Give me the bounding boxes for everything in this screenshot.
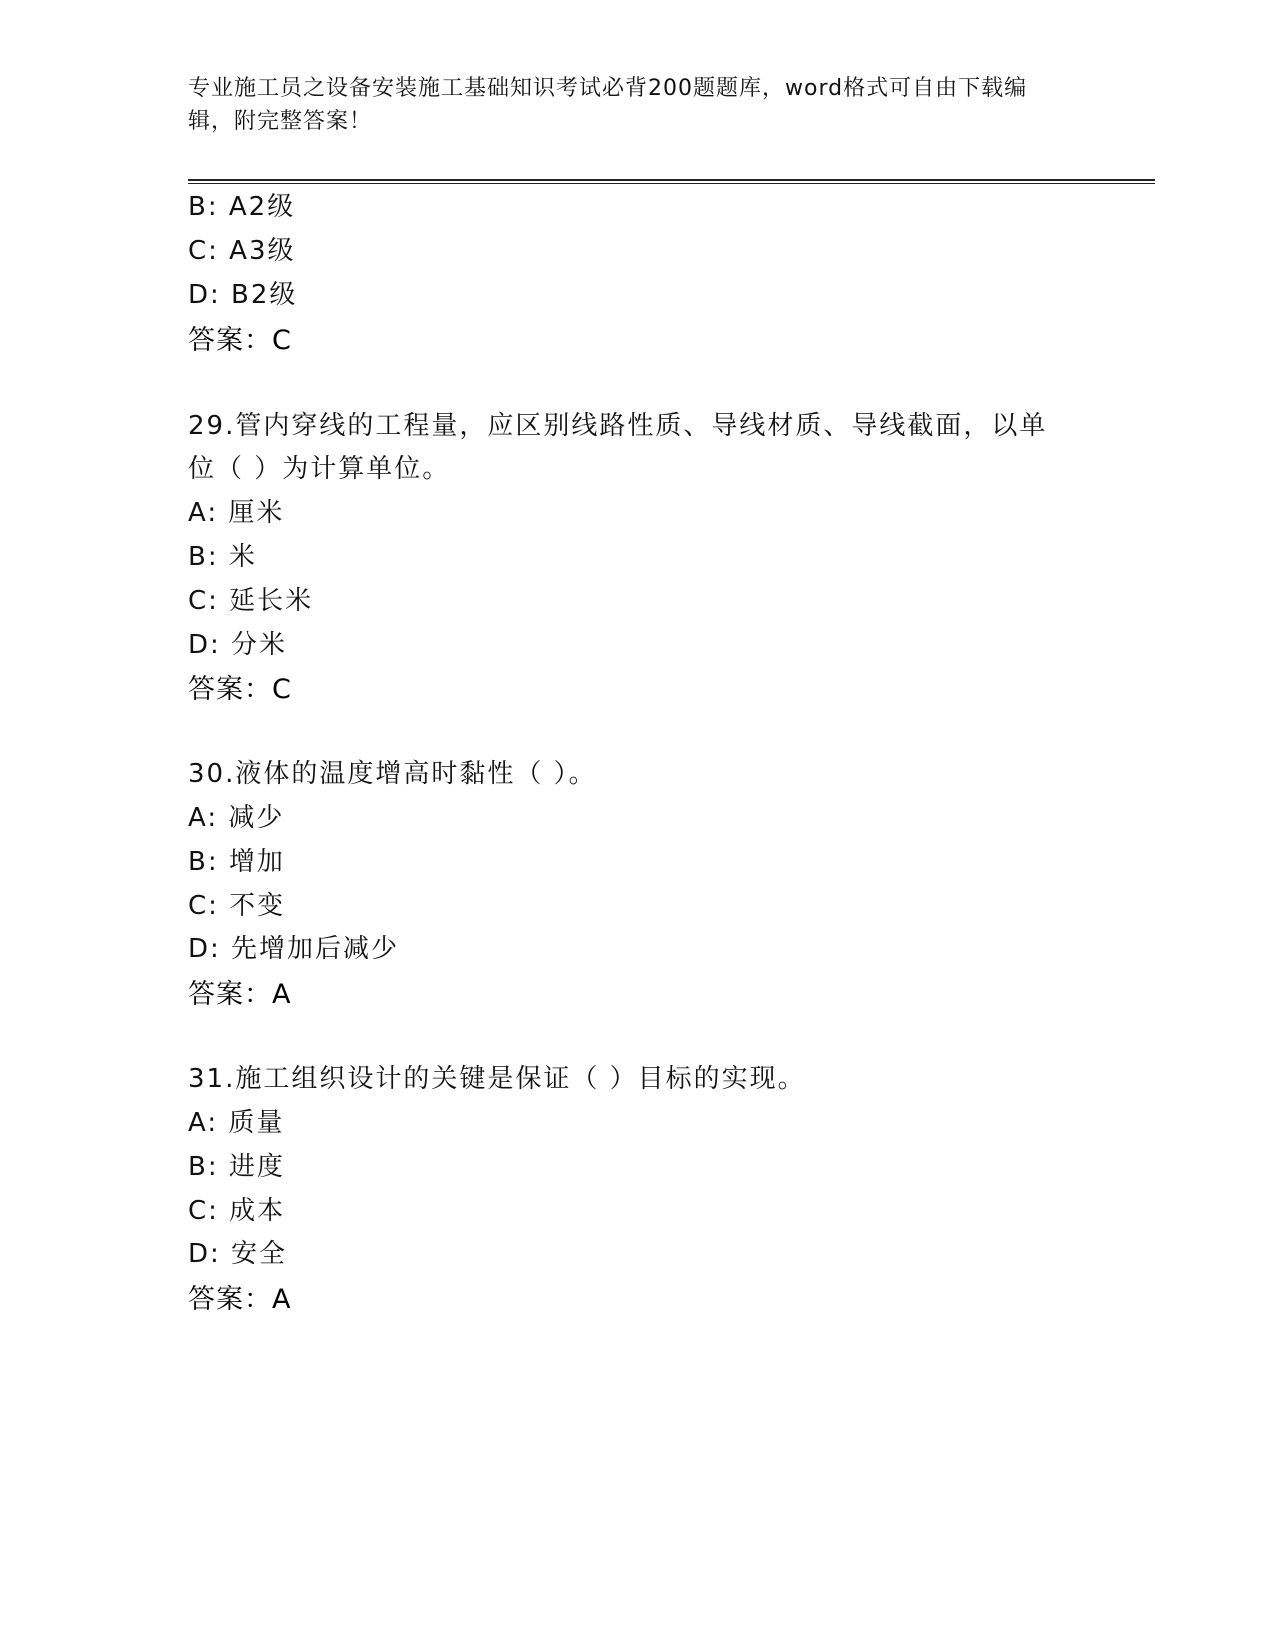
question-31-option-c: C: 成本	[188, 1196, 286, 1226]
question-30-option-c: C: 不变	[188, 891, 286, 921]
document-header: 专业施工员之设备安装施工基础知识考试必背200题题库，word格式可自由下载编辑，附完整答案！	[188, 76, 1028, 134]
question-31-option-a: A: 质量	[188, 1108, 285, 1138]
question-29-text: 29.管内穿线的工程量，应区别线路性质、导线材质、导线截面，以单	[188, 411, 1048, 441]
question-29-option-b: B: 米	[188, 542, 257, 572]
question-30-text: 30.液体的温度增高时黏性（ ）。	[188, 759, 597, 789]
question-31-answer: 答案：A	[188, 1284, 292, 1315]
option-b: B: A2级	[188, 192, 296, 222]
option-c: C: A3级	[188, 236, 296, 266]
question-29-text-cont: 位（ ）为计算单位。	[188, 454, 451, 484]
question-30-option-d: D: 先增加后减少	[188, 934, 400, 964]
question-31-text: 31.施工组织设计的关键是保证（ ）目标的实现。	[188, 1064, 806, 1094]
question-29-option-a: A: 厘米	[188, 498, 285, 528]
question-31-option-d: D: 安全	[188, 1239, 288, 1269]
question-30-option-a: A: 减少	[188, 803, 285, 833]
question-30-answer: 答案：A	[188, 979, 292, 1010]
question-29-option-c: C: 延长米	[188, 586, 314, 616]
header-divider	[188, 179, 1155, 184]
answer: 答案：C	[188, 325, 292, 356]
option-d: D: B2级	[188, 280, 298, 310]
question-30-option-b: B: 增加	[188, 847, 285, 877]
question-29-answer: 答案：C	[188, 674, 292, 705]
question-31-option-b: B: 进度	[188, 1152, 285, 1182]
question-29-option-d: D: 分米	[188, 630, 288, 660]
